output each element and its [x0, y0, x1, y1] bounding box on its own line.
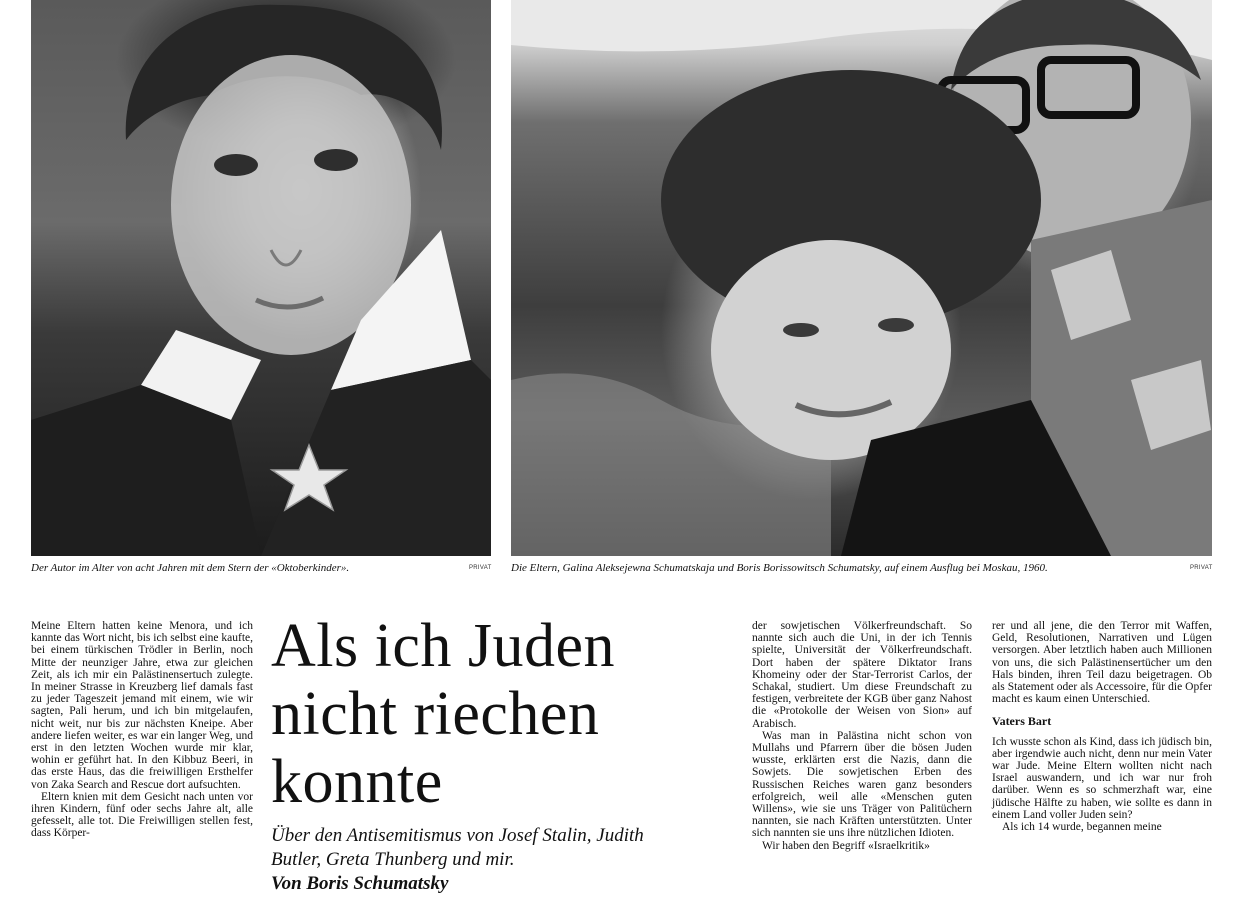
- paragraph: Als ich 14 wurde, begannen meine: [1002, 821, 1162, 834]
- photo-credit-left: PRIVAT: [469, 565, 492, 571]
- article-column-1: [31, 620, 253, 840]
- photo-author-child-illustration: [31, 0, 491, 556]
- photo-author-child: [31, 0, 491, 556]
- paragraph: Ich wusste schon als Kind, dass ich jüdisch bin, aber irgendwie auch nicht, denn nur mein Vater war Jude. Meine Eltern wollten nicht nach Israel auswandern, und ich war nur froh darüber. Wenn es so schmerzhaft war, eine jüdische Hälfte zu haben, wie sollte es dann in einem Land voller Juden sein?: [992, 735, 1212, 821]
- photo-credit-right: PRIVAT: [1190, 565, 1213, 571]
- section-subhead: Vaters Bart: [992, 714, 1052, 729]
- paragraph: Eltern knien mit dem Gesicht nach unten vor ihren Kindern, fünf oder sechs Jahre alt, alle gefesselt, alle tot. Die Freiwilligen stellen fest, dass Körper-: [31, 790, 253, 840]
- article-byline: Von Boris Schumatsky: [271, 873, 449, 894]
- photo-parents-illustration: [511, 0, 1212, 556]
- photo-caption-right: Die Eltern, Galina Aleksejewna Schumatskaja und Boris Borissowitsch Schumatsky, auf einem Ausflug bei Moskau, 1960.: [511, 562, 1048, 574]
- article-headline: Als ich Juden nicht riechen konnte: [271, 612, 616, 816]
- photo-parents: [511, 0, 1212, 556]
- paragraph: Meine Eltern hatten keine Menora, und ich kannte das Wort nicht, bis ich selbst eine kaufte, bei einem türkischen Trödler in Berlin, noch Mitte der neunziger Jahre, etwa zur gleichen Zeit, als ich mir ein Palästinensertuch zulegte. In meiner Strasse in Kreuzberg lief damals fast zu jeder Tageszeit jemand mit einem, wie wir sagten, Pali herum, und ich bin mitgelaufen, nicht weit, nur bis zur nächsten Kneipe. Aber andere liefen weiter, es war ein langer Weg, und erst in den letzten Wochen wurde mir klar, wohin er geführt hat. In den Kibbuz Beeri, in das erste Haus, das die freiwilligen Ersthelfer von Zaka Search and Rescue dort aufsuchten.: [31, 620, 253, 791]
- article-column-3: [752, 620, 972, 852]
- paragraph: Was man in Palästina nicht schon von Mullahs und Pfarrern über die bösen Juden wusste, erklärten erst die Nazis, dann die Sowjets. Die sowjetischen Erben des Russischen Reiches waren ganz besonders erfolgreich, weil alle «Menschen guten Willens», wie sie uns Träger von Palitüchern nannten, sie nach Kräften unterstützten. Unter sich nannten sie uns ihre nützlichen Idioten.: [752, 729, 972, 840]
- photo-caption-left: Der Autor im Alter von acht Jahren mit dem Stern der «Oktoberkinder».: [31, 562, 350, 574]
- paragraph: Wir haben den Begriff «Israelkritik»: [762, 839, 930, 852]
- paragraph: rer und all jene, die den Terror mit Waffen, Geld, Resolutionen, Narrativen und Lügen versorgen. Aber letztlich haben auch Millionen von uns, die sich Palästinensertücher um den Hals binden, ihren Teil dazu beigetragen. Ob als Statement oder als Accessoire, für die Opfer macht es kaum einen Unterschied.: [992, 620, 1212, 706]
- paragraph: der sowjetischen Völkerfreundschaft. So nannte sich auch die Uni, in der ich Tennis spielte, Universität der Völkerfreundschaft. Dort haben der spätere Diktator Irans Khomeiny oder der Star-Terrorist Carlos, der Schakal, studiert. Um diese Freundschaft zu festigen, verbreitete der KGB über ganz Nahost die «Protokolle der Weisen von Sion» auf Arabisch.: [752, 620, 972, 730]
- article-subtitle: Über den Antisemitismus von Josef Stalin, Judith Butler, Greta Thunberg und mir.: [271, 825, 644, 870]
- article-column-4: [992, 620, 1212, 833]
